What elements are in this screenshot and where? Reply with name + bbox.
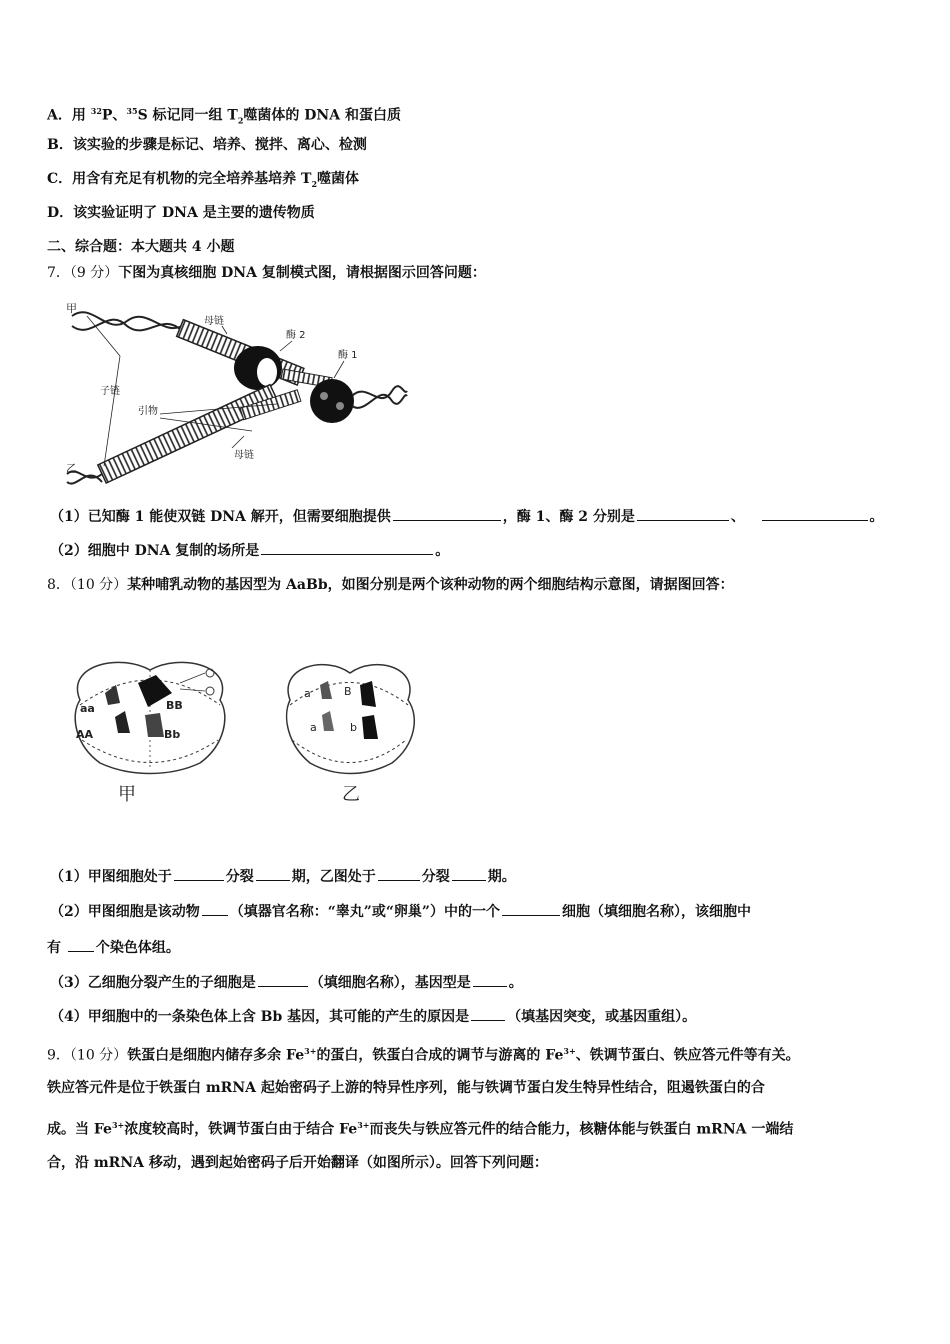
cell-jia-label: aa	[80, 702, 95, 715]
section-title: 二、综合题：本大题共 4 小题	[47, 239, 235, 255]
option-c: C．用含有充足有机物的完全培养基培养 $T_2$噬菌体	[47, 171, 360, 189]
label-zilian: 子链	[100, 386, 120, 397]
label-jia: 甲	[66, 302, 77, 315]
label-yinwu: 引物	[138, 406, 158, 417]
answer-blank[interactable]	[637, 506, 729, 521]
q9-line1: 9．（10 分）铁蛋白是细胞内储存多余 $Fe^{3+}$的蛋白，铁蛋白合成的调节与游离的 $Fe^{3+}$、铁调节蛋白、铁应答元件等有关。	[47, 1046, 800, 1064]
q7-stem: 7．（9 分）下图为真核细胞 DNA 复制模式图，请根据图示回答问题：	[47, 265, 486, 281]
q8-sub1: （1）甲图细胞处于 分裂 期，乙图处于 分裂 期。	[50, 866, 516, 887]
enzyme-1-shape	[310, 379, 354, 423]
caption-jia: 甲	[118, 784, 136, 805]
answer-blank[interactable]	[261, 540, 433, 555]
q8-sub2-line1: （2）甲图细胞是该动物 （填器官名称：“睾丸”或“卵巢”）中的一个 细胞（填细胞名称），该细胞中	[50, 901, 751, 922]
cell-yi-label: a	[304, 687, 311, 700]
label-mulian-bottom: 母链	[234, 450, 254, 461]
label-mei1: 酶 1	[338, 350, 358, 361]
q8-sub3: （3）乙细胞分裂产生的子细胞是 （填细胞名称），基因型是 。	[50, 972, 523, 993]
answer-blank[interactable]	[68, 937, 94, 952]
q8-sub2-line2: 有 个染色体组。	[47, 937, 180, 958]
option-d: D．该实验证明了 DNA 是主要的遗传物质	[47, 205, 315, 221]
answer-blank[interactable]	[174, 866, 224, 881]
answer-blank[interactable]	[473, 972, 507, 987]
answer-blank[interactable]	[471, 1006, 505, 1021]
cell-figure	[60, 645, 440, 810]
option-a: A．用 $^{32}$P、$^{35}$S 标记同一组 $T_2$噬菌体的 DNA 和蛋白质	[47, 106, 401, 126]
q7-sub1: （1）已知酶 1 能使双链 DNA 解开，但需要细胞提供 ，酶 1、酶 2 分别是 、 。	[50, 506, 884, 527]
cell-yi-label: b	[350, 721, 357, 734]
cell-jia-label: BB	[166, 699, 183, 712]
answer-blank[interactable]	[762, 506, 868, 521]
q9-line3: 成。当 $Fe^{3+}$浓度较高时，铁调节蛋白由于结合 $Fe^{3+}$而丧失与铁应答元件的结合能力，核糖体能与铁蛋白 mRNA 一端结	[47, 1120, 794, 1138]
q8-sub4: （4）甲细胞中的一条染色体上含 Bb 基因，其可能的产生的原因是 （填基因突变，或基因重组）。	[50, 1006, 696, 1027]
dna-replication-figure	[62, 296, 412, 491]
q9-line2: 铁应答元件是位于铁蛋白 mRNA 起始密码子上游的特异性序列，能与铁调节蛋白发生特异性结合，阻遏铁蛋白的合	[47, 1080, 765, 1096]
label-mei2: 酶 2	[286, 330, 306, 341]
cell-yi-label: a	[310, 721, 317, 734]
answer-blank[interactable]	[393, 506, 501, 521]
cell-jia-label: Bb	[164, 728, 181, 741]
label-yi: 乙	[66, 462, 77, 475]
cell-yi-outline	[287, 665, 415, 774]
cell-yi-label: B	[344, 685, 352, 698]
answer-blank[interactable]	[452, 866, 486, 881]
label-mulian-top: 母链	[204, 316, 224, 327]
cell-jia-label: AA	[76, 728, 94, 741]
q7-sub2: （2）细胞中 DNA 复制的场所是 。	[50, 540, 449, 561]
q8-stem: 8．（10 分）某种哺乳动物的基因型为 AaBb，如图分别是两个该种动物的两个细胞结构示意图，请据图回答：	[47, 577, 734, 593]
caption-yi: 乙	[342, 784, 360, 805]
answer-blank[interactable]	[258, 972, 308, 987]
answer-blank[interactable]	[502, 901, 560, 916]
answer-blank[interactable]	[378, 866, 420, 881]
answer-blank[interactable]	[202, 901, 228, 916]
answer-blank[interactable]	[256, 866, 290, 881]
q9-line4: 合，沿 mRNA 移动，遇到起始密码子后开始翻译（如图所示）。回答下列问题：	[47, 1155, 548, 1171]
option-b: B．该实验的步骤是标记、培养、搅拌、离心、检测	[47, 137, 367, 153]
